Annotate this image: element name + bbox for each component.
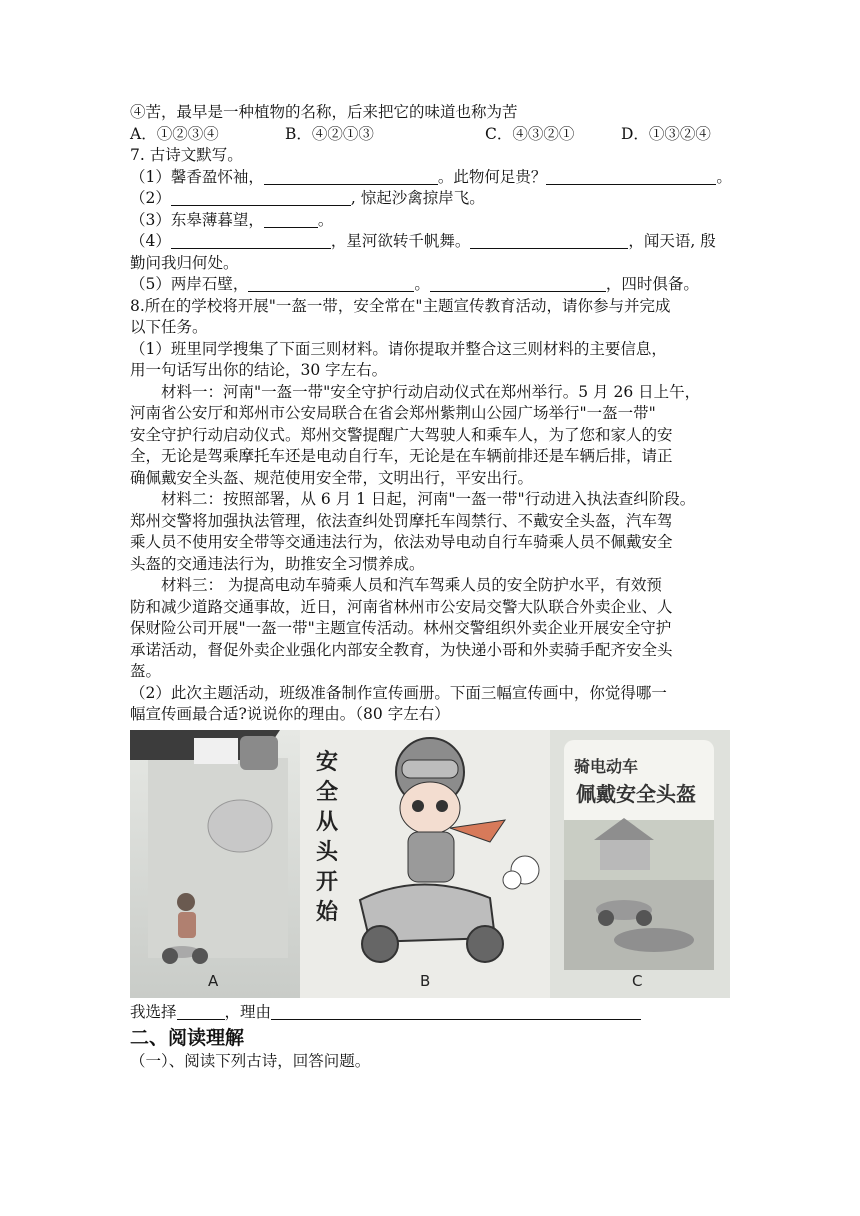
- material-3: 材料三： 为提高电动车骑乘人员和汽车驾乘人员的安全防护水平，有效预 防和减少道路交通事故，近日，河南省林州市公安局交警大队联合外卖企业、人 保财险公司开展"一盔一带"主题宣传活动。林州交警组织外卖企业开展安全守护 承诺活动，督促外卖企业强化内部安全教育，为快递小哥和外卖骑手配齐安全头 盔。: [130, 576, 673, 680]
- poster-c-card: [564, 740, 714, 970]
- poster-c-title: 骑电动车: [574, 756, 639, 776]
- q7-line-4-cont: 勤问我归何处。: [130, 253, 239, 272]
- q8-intro-cont: 以下任务。: [130, 318, 208, 336]
- poster-c: [550, 730, 730, 998]
- q7-line-2: （2） , 惊起沙禽掠岸飞。: [130, 189, 485, 207]
- q7-line-1: （1）馨香盈怀袖， 。此物何足贵？ 。: [130, 167, 732, 186]
- q6-options: [130, 124, 736, 146]
- answer-blank[interactable]: [470, 233, 628, 249]
- option-c[interactable]: C．④③②①: [485, 124, 575, 143]
- answer-blank[interactable]: [248, 276, 414, 292]
- q8-part1-cont: 用一句话写出你的结论，30 字左右。: [130, 361, 388, 379]
- answer-blank[interactable]: [546, 169, 716, 185]
- section-title: 二、阅读理解: [130, 1027, 245, 1049]
- caption-c: C: [632, 971, 643, 990]
- poster-a-illustration: [130, 730, 300, 998]
- q8-intro: 8.所在的学校将开展"一盔一带，安全常在"主题宣传教育活动，请你参与并完成: [130, 296, 671, 315]
- poster-b: [300, 730, 550, 998]
- q6-item-4: ④苦，最早是一种植物的名称，后来把它的味道也称为苦: [130, 103, 518, 121]
- material-2: 材料二：按照部署，从 6 月 1 日起，河南"一盔一带"行动进入执法查纠阶段。 郑州交警将加强执法管理，依法查纠处罚摩托车闯禁行、不戴安全头盔，汽车驾 乘人员不使用安全带等交通违法行为，依法劝导电动自行车骑乘人员不佩戴安全 头盔的交通违法行为，助推安全习惯养成。: [130, 490, 696, 573]
- option-d[interactable]: D．①③②④: [621, 124, 711, 143]
- option-a[interactable]: A．①②③④: [130, 124, 219, 143]
- material-1: 材料一：河南"一盔一带"安全守护行动启动仪式在郑州举行。5 月 26 日上午， 河南省公安厅和郑州市公安局联合在省会郑州紫荆山公园广场举行"一盔一带" 安全守护行动启动仪式。郑州交警提醒广大驾驶人和乘车人，为了您和家人的安 全，无论是驾乘摩托车还是电动自行车，无论是在车辆前排还是车辆后排，请正 确佩戴安全头盔、规范使用安全带，文明出行，平安出行。: [130, 382, 701, 487]
- answer-blank[interactable]: [264, 169, 438, 185]
- q7-title: 7. 古诗文默写。: [130, 146, 243, 164]
- q7-line-4: （4） ，星河欲转千帆舞。 ，闻天语, 殷: [130, 232, 716, 250]
- posters-image: [130, 730, 730, 998]
- q7-line-5: （5）两岸石壁， 。 ，四时俱备。: [130, 275, 699, 293]
- section-subtitle: （一）、阅读下列古诗，回答问题。: [130, 1052, 371, 1070]
- poster-c-headline: 佩戴安全头盔: [576, 781, 696, 806]
- choice-blank[interactable]: [177, 1004, 225, 1020]
- answer-blank[interactable]: [264, 212, 318, 228]
- q8-answer-line: 我选择 ，理由: [130, 1002, 736, 1024]
- option-b[interactable]: B．④②①③: [285, 124, 374, 143]
- q7-line-3: （3）东皋薄暮望， 。: [130, 210, 334, 229]
- reason-blank[interactable]: [271, 1004, 641, 1020]
- poster-a: [130, 730, 300, 998]
- q8-part2-cont: 幅宣传画最合适?说说你的理由。（80 字左右）: [130, 705, 450, 723]
- caption-a: A: [208, 971, 219, 990]
- answer-blank[interactable]: [171, 190, 351, 206]
- answer-blank[interactable]: [171, 233, 331, 249]
- q8-part1: （1）班里同学搜集了下面三则材料。请你提取并整合这三则材料的主要信息，: [130, 339, 667, 358]
- q8-part2: （2）此次主题活动，班级准备制作宣传画册。下面三幅宣传画中，你觉得哪一: [130, 683, 667, 702]
- answer-blank[interactable]: [430, 276, 606, 292]
- caption-b: B: [420, 971, 431, 990]
- poster-b-slogan: 安 全 从 头 开 始: [316, 749, 339, 925]
- worksheet: [130, 102, 736, 1073]
